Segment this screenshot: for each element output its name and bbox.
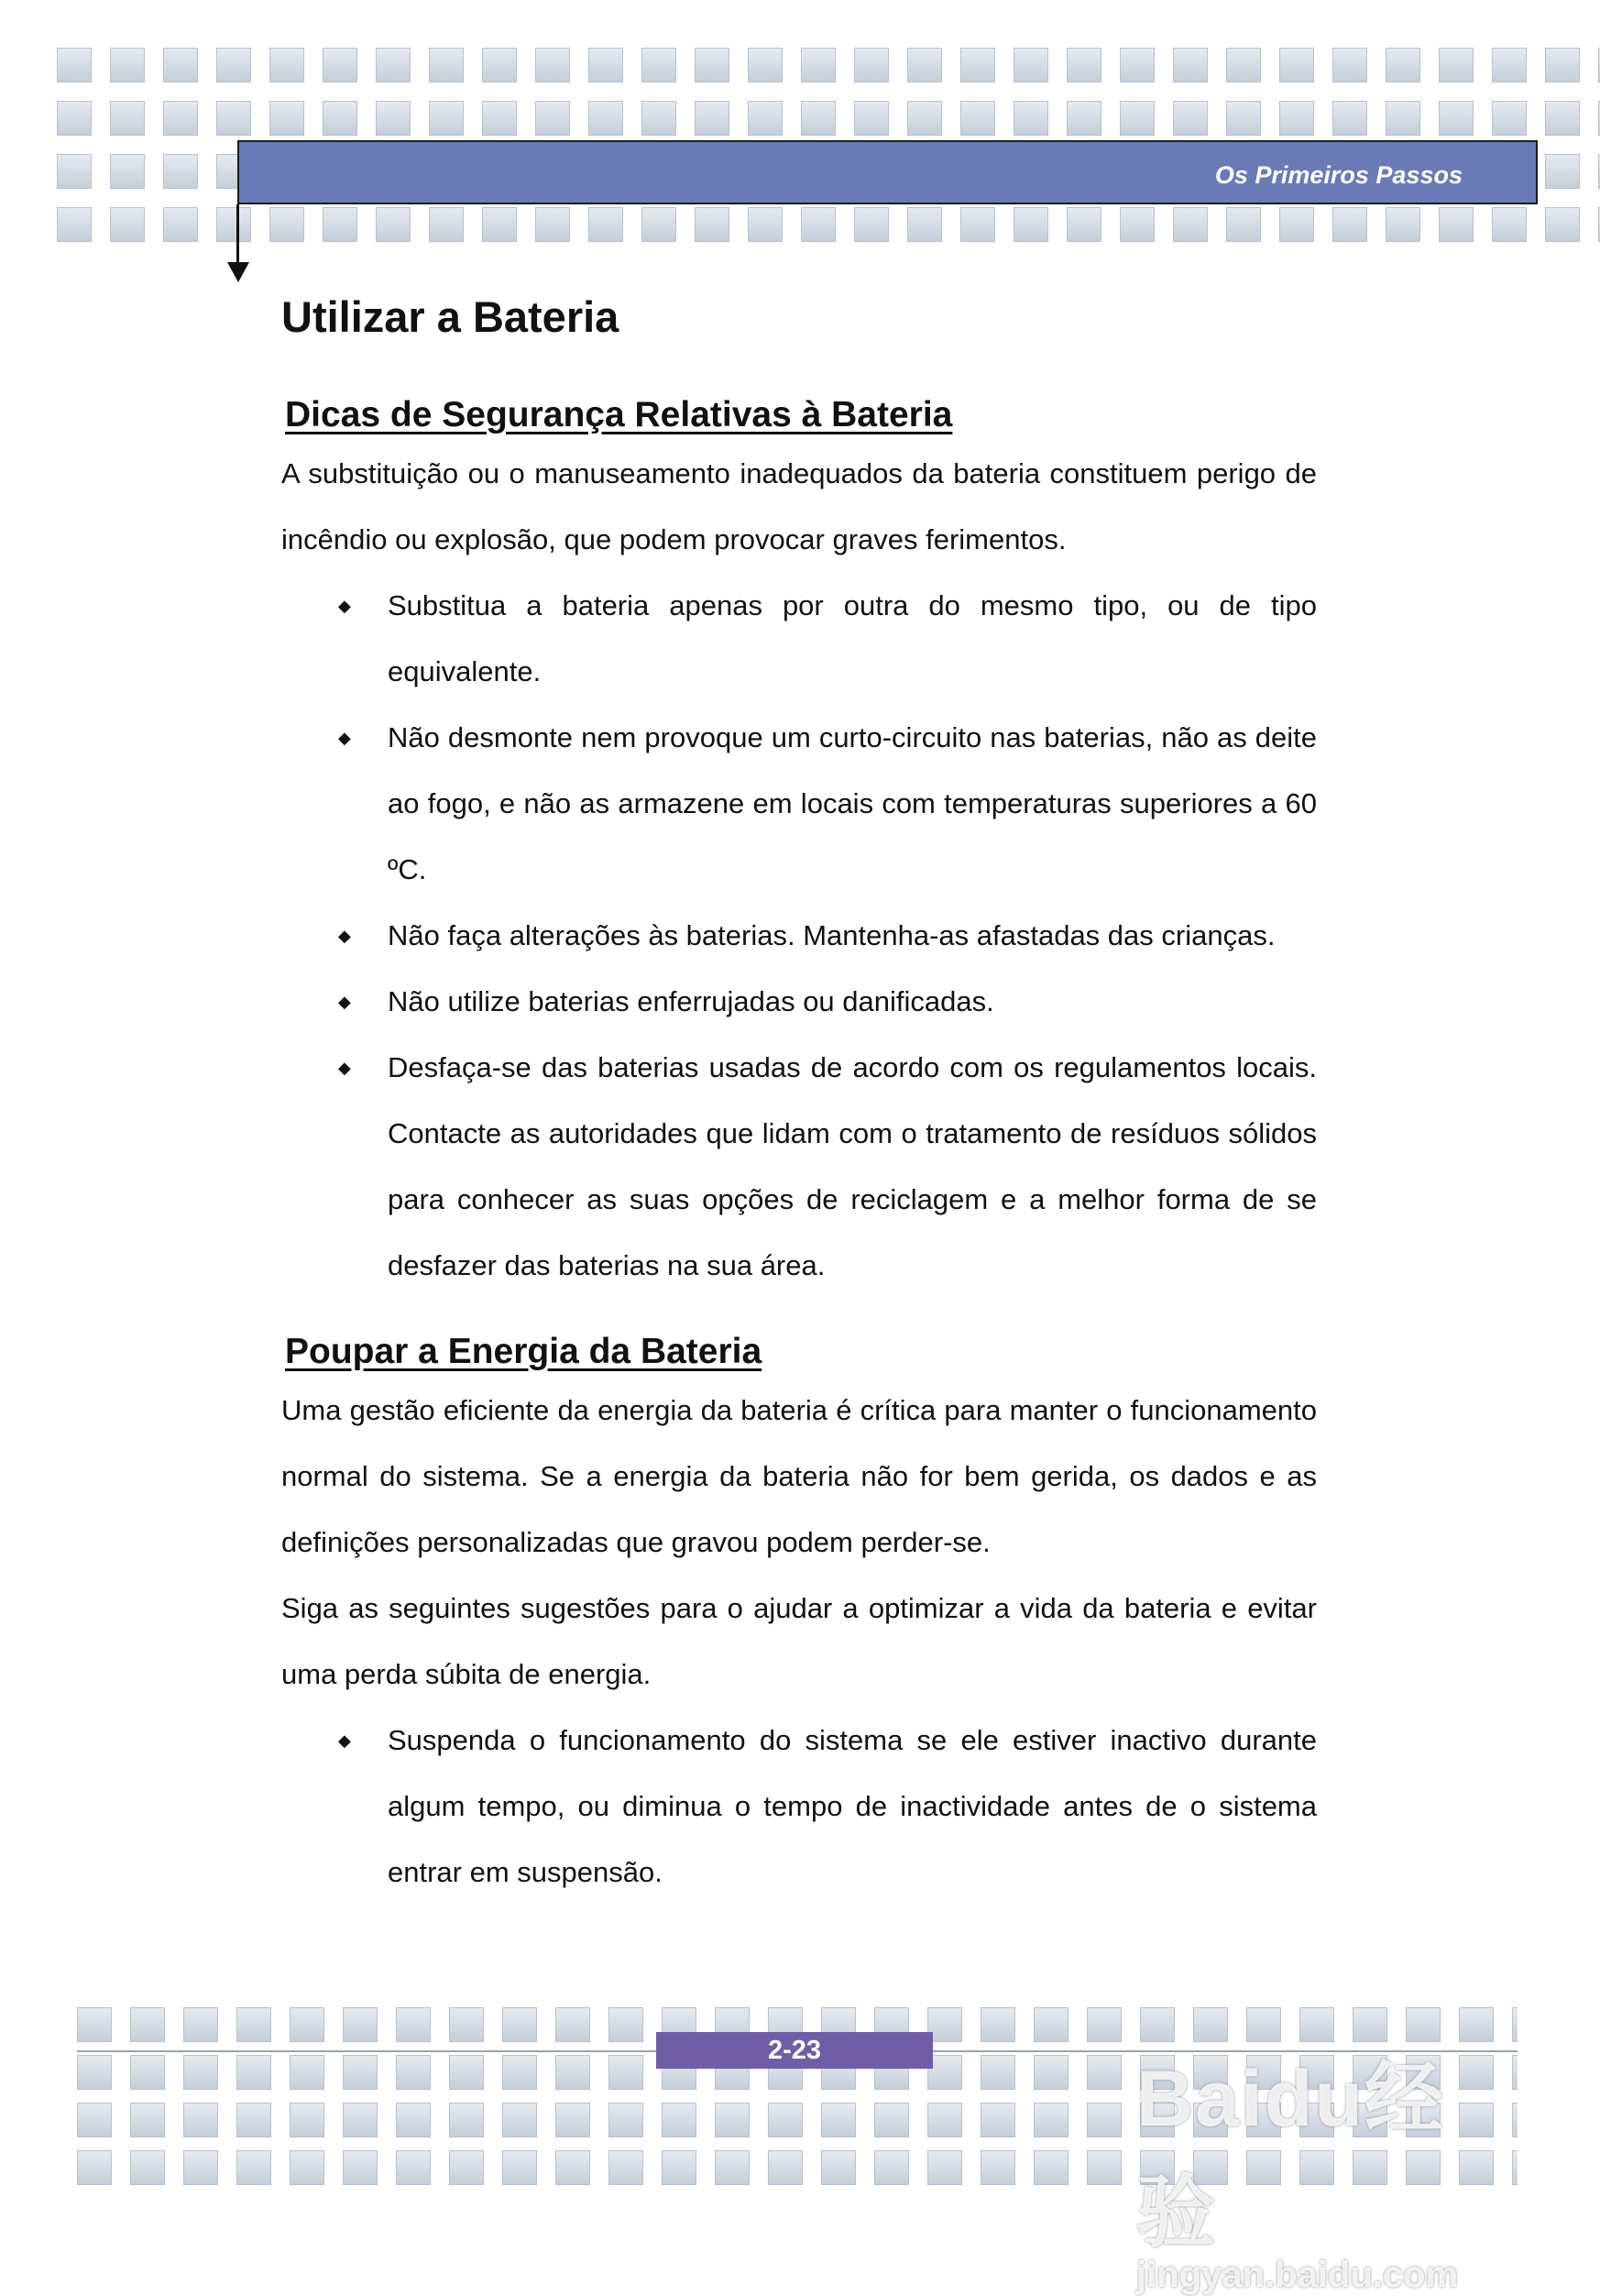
decorative-tile: [1279, 101, 1314, 136]
diamond-bullet-icon: ◆: [338, 1059, 351, 1077]
decorative-tile: [343, 2055, 378, 2090]
decorative-tile: [535, 101, 570, 136]
decorative-tile: [1545, 207, 1580, 242]
decorative-tile: [396, 2007, 431, 2042]
decorative-tile: [981, 2055, 1015, 2090]
decorative-tile: [1014, 207, 1048, 242]
decorative-tile: [57, 154, 92, 189]
decorative-tile: [1014, 48, 1048, 82]
decorative-tile: [1087, 2007, 1122, 2042]
decorative-tile: [588, 207, 623, 242]
diamond-bullet-icon: ◆: [338, 1731, 351, 1750]
watermark-logo: Baidu经验: [1136, 2055, 1445, 2257]
decorative-tile: [502, 2055, 537, 2090]
decorative-tile: [588, 101, 623, 136]
decorative-tile: [1386, 101, 1420, 136]
decorative-tile: [981, 2007, 1015, 2042]
baidu-watermark: [1136, 2035, 1521, 2295]
decorative-tile: [608, 2150, 643, 2185]
page-number: 2-23: [656, 2032, 933, 2069]
decorative-tile: [1173, 207, 1208, 242]
decorative-tile: [396, 2055, 431, 2090]
decorative-tile: [748, 48, 783, 82]
decorative-tile: [1067, 48, 1101, 82]
decorative-tile: [1173, 101, 1208, 136]
decorative-tile: [588, 48, 623, 82]
decorative-tile: [376, 207, 411, 242]
decorative-tile: [57, 48, 92, 82]
decorative-tile: [269, 101, 304, 136]
decorative-tile: [482, 101, 517, 136]
decorative-tile: [927, 2150, 962, 2185]
decorative-tile: [1545, 48, 1580, 82]
list-item: ◆ Substitua a bateria apenas por outra do mesmo tipo, ou de tipo equivalente.: [281, 573, 1317, 705]
section-paragraph: Uma gestão eficiente da energia da bateria é crítica para manter o funcionamento normal do sistema. Se a energia da bateria não for bem gerida, os dados e as definições personalizadas que gravou podem perder-se.: [281, 1394, 1317, 1558]
decorative-tile: [110, 101, 145, 136]
decorative-tile: [1034, 2150, 1068, 2185]
decorative-tile: [290, 2007, 324, 2042]
diamond-bullet-icon: ◆: [338, 993, 351, 1011]
decorative-tile: [1439, 48, 1474, 82]
decorative-tile: [290, 2055, 324, 2090]
decorative-tile: [269, 207, 304, 242]
decorative-tile: [216, 207, 251, 242]
decorative-tile: [641, 48, 676, 82]
decorative-tile: [960, 101, 995, 136]
decorative-tile: [555, 2150, 590, 2185]
decorative-tile: [748, 207, 783, 242]
header-arrow-line: [236, 204, 239, 264]
decorative-tile: [695, 48, 729, 82]
decorative-tile: [130, 2055, 165, 2090]
decorative-tile: [981, 2150, 1015, 2185]
decorative-tile: [555, 2055, 590, 2090]
list-item: ◆ Suspenda o funcionamento do sistema se ele estiver inactivo durante algum tempo, ou diminua o tempo de inactividade antes de o sistema entrar em suspensão.: [281, 1708, 1317, 1906]
section-heading: Dicas de Segurança Relativas à Bateria: [285, 395, 953, 434]
decorative-tile: [77, 2055, 112, 2090]
decorative-tile: [429, 101, 464, 136]
decorative-tile: [695, 101, 729, 136]
decorative-tile: [343, 2150, 378, 2185]
decorative-tile: [1386, 207, 1420, 242]
decorative-tile: [163, 48, 198, 82]
decorative-tile: [641, 207, 676, 242]
decorative-tile: [57, 101, 92, 136]
decorative-tile: [874, 2103, 909, 2137]
decorative-tile: [163, 207, 198, 242]
list-item: ◆ Não faça alterações às baterias. Mantenha-as afastadas das crianças.: [281, 903, 1317, 969]
decorative-tile: [1545, 154, 1580, 189]
decorative-tile: [163, 101, 198, 136]
decorative-tile: [854, 48, 889, 82]
decorative-tile: [608, 2103, 643, 2137]
decorative-tile: [1034, 2055, 1068, 2090]
decorative-tile: [77, 2103, 112, 2137]
decorative-tile: [854, 207, 889, 242]
decorative-tile: [1332, 101, 1367, 136]
decorative-tile: [376, 101, 411, 136]
decorative-tile: [110, 207, 145, 242]
decorative-tile: [801, 48, 836, 82]
decorative-tile: [1226, 101, 1261, 136]
list-item: ◆ Não desmonte nem provoque um curto-circuito nas baterias, não as deite ao fogo, e não as armazene em locais com temperaturas superiores a 60 ºC.: [281, 705, 1317, 903]
decorative-tile: [927, 2103, 962, 2137]
decorative-tile: [482, 48, 517, 82]
decorative-tile: [960, 48, 995, 82]
decorative-tile: [163, 154, 198, 189]
decorative-tile: [1226, 207, 1261, 242]
decorative-tile: [1492, 48, 1527, 82]
decorative-tile: [1014, 101, 1048, 136]
safety-list: [281, 573, 1317, 1299]
decorative-tile: [608, 2055, 643, 2090]
decorative-tile: [1087, 2150, 1122, 2185]
decorative-tile: [715, 2150, 750, 2185]
decorative-tile: [960, 207, 995, 242]
list-item: ◆ Desfaça-se das baterias usadas de acordo com os regulamentos locais. Contacte as autoridades que lidam com o tratamento de resíduos sólidos para conhecer as suas opções de reciclagem e a melhor forma de se desfazer das baterias na sua área.: [281, 1035, 1317, 1299]
decorative-tile: [874, 2150, 909, 2185]
decorative-tile: [323, 48, 357, 82]
list-item: ◆ Não utilize baterias enferrujadas ou danificadas.: [281, 969, 1317, 1035]
decorative-tile: [236, 2103, 271, 2137]
decorative-tile: [396, 2150, 431, 2185]
decorative-tile: [555, 2103, 590, 2137]
section-intro: A substituição ou o manuseamento inadequados da bateria constituem perigo de incêndio ou explosão, que podem provocar graves ferimentos.: [281, 457, 1317, 555]
decorative-tile: [323, 207, 357, 242]
decorative-tile: [801, 101, 836, 136]
decorative-tile: [323, 101, 357, 136]
decorative-tile: [1120, 48, 1155, 82]
section-battery-saving: [281, 1332, 1317, 1906]
decorative-tile: [110, 154, 145, 189]
decorative-tile: [1332, 48, 1367, 82]
decorative-tile: [183, 2055, 218, 2090]
decorative-tile: [183, 2007, 218, 2042]
decorative-tile: [821, 2150, 856, 2185]
decorative-tile: [376, 48, 411, 82]
decorative-tile: [429, 207, 464, 242]
decorative-tile: [662, 2150, 696, 2185]
decorative-tile: [1173, 48, 1208, 82]
decorative-tile: [77, 2150, 112, 2185]
decorative-tile: [1087, 2055, 1122, 2090]
decorative-tile: [1279, 48, 1314, 82]
page-content: [281, 291, 1317, 1906]
decorative-tile: [269, 48, 304, 82]
decorative-tile: [1034, 2103, 1068, 2137]
decorative-tile: [1120, 207, 1155, 242]
decorative-tile: [449, 2007, 484, 2042]
decorative-tile: [1386, 48, 1420, 82]
decorative-tile: [236, 2150, 271, 2185]
decorative-tile: [907, 48, 942, 82]
decorative-tile: [1545, 101, 1580, 136]
decorative-tile: [715, 2103, 750, 2137]
decorative-tile: [449, 2150, 484, 2185]
decorative-tile: [290, 2150, 324, 2185]
diamond-bullet-icon: ◆: [338, 927, 351, 945]
decorative-tile: [183, 2103, 218, 2137]
header-section-title: Os Primeiros Passos: [1214, 161, 1463, 189]
decorative-tile: [396, 2103, 431, 2137]
section-heading: Poupar a Energia da Bateria: [285, 1332, 762, 1371]
decorative-tile: [482, 207, 517, 242]
decorative-tile: [535, 207, 570, 242]
decorative-tile: [821, 2103, 856, 2137]
decorative-tile: [130, 2007, 165, 2042]
decorative-tile: [801, 207, 836, 242]
decorative-tile: [695, 207, 729, 242]
decorative-tile: [110, 48, 145, 82]
decorative-tile: [768, 2150, 803, 2185]
down-arrow-icon: [227, 262, 249, 282]
decorative-tile: [1492, 101, 1527, 136]
decorative-tile: [1332, 207, 1367, 242]
decorative-tile: [343, 2007, 378, 2042]
decorative-tile: [641, 101, 676, 136]
decorative-tile: [1087, 2103, 1122, 2137]
decorative-tile: [907, 207, 942, 242]
decorative-tile: [907, 101, 942, 136]
decorative-tile: [449, 2103, 484, 2137]
decorative-tile: [1279, 207, 1314, 242]
decorative-tile: [57, 207, 92, 242]
decorative-tile: [77, 2007, 112, 2042]
decorative-tile: [555, 2007, 590, 2042]
decorative-tile: [183, 2150, 218, 2185]
decorative-tile: [608, 2007, 643, 2042]
saving-list: [281, 1708, 1317, 1906]
decorative-tile: [768, 2103, 803, 2137]
watermark-url: jingyan.baidu.com: [1136, 2255, 1459, 2295]
decorative-tile: [429, 48, 464, 82]
decorative-tile: [130, 2103, 165, 2137]
decorative-tile: [502, 2007, 537, 2042]
decorative-tile: [1120, 101, 1155, 136]
decorative-tile: [502, 2103, 537, 2137]
section-paragraph: Siga as seguintes sugestões para o ajudar a optimizar a vida da bateria e evitar uma perda súbita de energia.: [281, 1592, 1317, 1690]
diamond-bullet-icon: ◆: [338, 597, 351, 615]
decorative-tile: [1067, 101, 1101, 136]
decorative-tile: [216, 101, 251, 136]
decorative-tile: [1439, 101, 1474, 136]
decorative-tile: [1226, 48, 1261, 82]
decorative-tile: [502, 2150, 537, 2185]
decorative-tile: [981, 2103, 1015, 2137]
decorative-tile: [449, 2055, 484, 2090]
decorative-tile: [535, 48, 570, 82]
decorative-tile: [1034, 2007, 1068, 2042]
page-title: Utilizar a Bateria: [281, 292, 619, 341]
diamond-bullet-icon: ◆: [338, 729, 351, 747]
decorative-tile: [216, 48, 251, 82]
decorative-tile: [854, 101, 889, 136]
decorative-tile: [1067, 207, 1101, 242]
decorative-tile: [748, 101, 783, 136]
decorative-tile: [662, 2103, 696, 2137]
section-battery-safety: [281, 395, 1317, 1299]
decorative-tile: [236, 2055, 271, 2090]
decorative-tile: [343, 2103, 378, 2137]
decorative-tile: [1492, 207, 1527, 242]
decorative-tile: [130, 2150, 165, 2185]
decorative-tile: [290, 2103, 324, 2137]
decorative-tile: [1439, 207, 1474, 242]
decorative-tile: [236, 2007, 271, 2042]
